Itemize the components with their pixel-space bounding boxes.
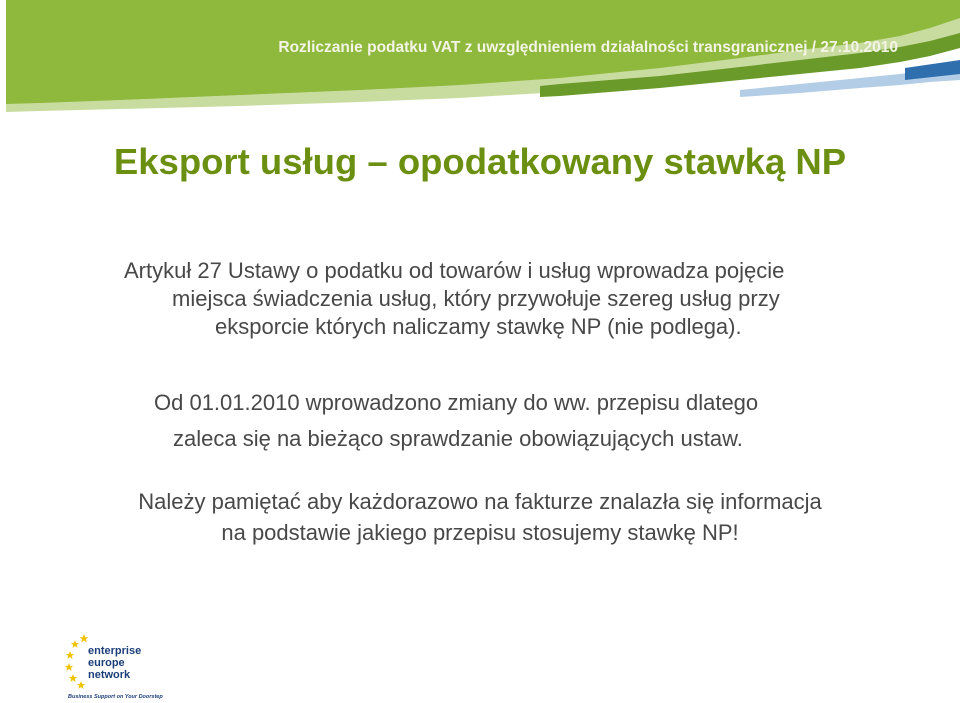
logo-wordmark [88, 645, 141, 681]
paragraph-invoice-note [0, 486, 960, 548]
logo-tagline: Business Support on Your Doorstep [68, 694, 163, 700]
header-title: Rozliczanie podatku VAT z uwzględnieniem działalności transgranicznej / 27.10.2010 [278, 39, 898, 56]
logo-word: europe [88, 657, 125, 669]
paragraph-line: Artykuł 27 Ustawy o podatku od towarów i usług wprowadza pojęcie [124, 258, 785, 283]
slide-title: Eksport usług – opodatkowany stawką NP [113, 141, 847, 182]
paragraph-line: na podstawie jakiego przepisu stosujemy stawkę NP! [221, 520, 739, 545]
header-band [0, 0, 960, 115]
logo-word: network [88, 669, 131, 681]
paragraph-line: eksporcie których naliczamy stawkę NP (nie podlega). [215, 314, 742, 339]
enterprise-europe-network-logo [64, 632, 163, 703]
header-band-graphic [0, 0, 960, 115]
paragraph-line: zaleca się na bieżąco sprawdzanie obowiązujących ustaw. [173, 426, 743, 451]
logo-word: enterprise [88, 645, 142, 657]
paragraph-line: Należy pamiętać aby każdorazowo na fakturze znalazła się informacja [138, 489, 822, 514]
paragraph-line: Od 01.01.2010 wprowadzono zmiany do ww. przepisu dlatego [154, 390, 759, 415]
paragraph-line: miejsca świadczenia usług, który przywołuje szereg usług przy [172, 286, 780, 311]
paragraph-changes-2010 [154, 385, 758, 457]
paragraph-article-27 [124, 257, 784, 341]
